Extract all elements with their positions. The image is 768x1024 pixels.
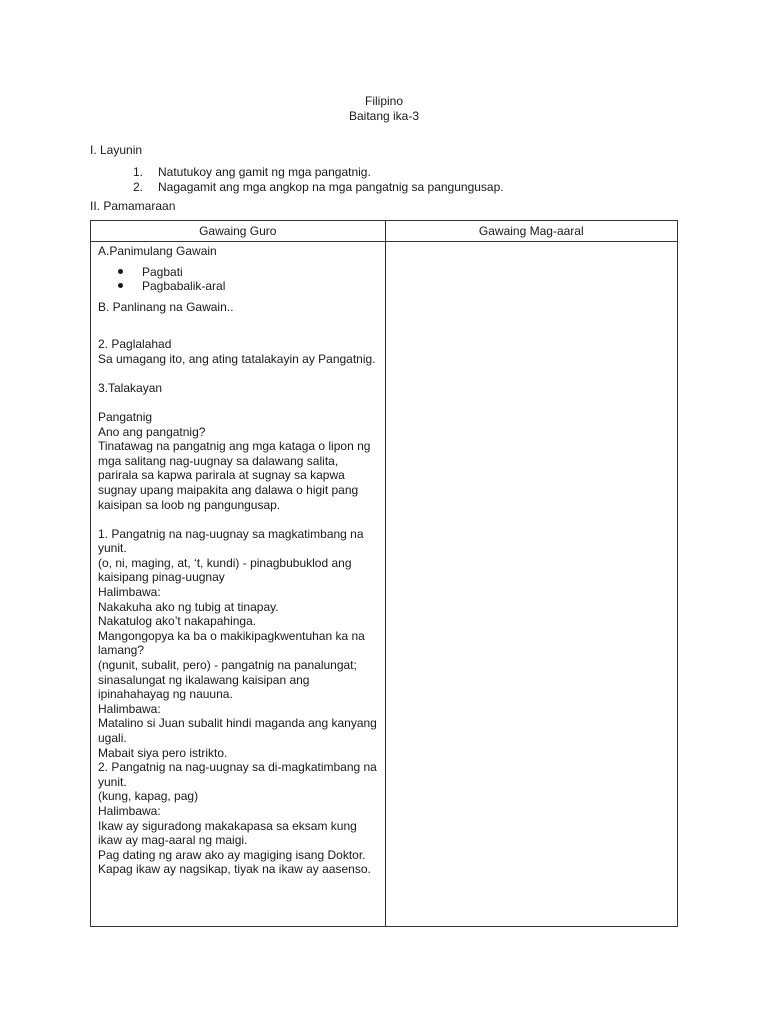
gawaing-mag-aaral-cell [385,242,677,927]
type1-description: (o, ni, maging, at, ‘t, kundi) - pinagbubuklod ang kaisipang pinag-uugnay [98,555,352,585]
example-sentence: Mangongopya ka ba o makikipagkwentuhan ka na lamang? [98,628,365,658]
bullet-item [98,279,379,294]
panimulang-gawain-heading: A.Panimulang Gawain [98,244,217,258]
bullet-icon [118,283,123,288]
header-gawaing-mag-aaral: Gawaing Mag-aaral [385,221,677,242]
objective-number: 2. [133,179,144,194]
layunin-heading: I. Layunin [90,143,143,157]
table-row [91,242,678,927]
panlinang-heading: B. Panlinang na Gawain.. [98,299,234,314]
halimbawa-label: Halimbawa: [98,701,161,716]
type2-heading: 2. Pangatnig na nag-uugnay sa di-magkatimbang na yunit. [98,760,377,789]
objective-item [133,165,504,180]
paglalahad-text: Sa umagang ito, ang ating tatalakayin ay Pangatnig. [98,351,376,366]
panimula-bullet-list [98,265,379,294]
objectives-list [133,165,504,194]
example-sentence: Matalino si Juan subalit hindi maganda ang kanyang ugali. [98,716,377,745]
pangatnig-question: Ano ang pangatnig? [98,424,206,439]
table-header-row [91,221,678,242]
example-sentence: Mabait siya pero istrikto. [98,745,228,760]
header-gawaing-guro: Gawaing Guro [91,221,386,242]
panalungat-description: (ngunit, subalit, pero) - pangatnig na panalungat; sinasalungat ng ikalawang kaisipan ang ipinahahayag ng nauuna. [98,658,357,702]
pangatnig-term: Pangatnig [98,409,153,424]
procedure-table [90,220,678,927]
subject-title: Filipino [364,94,403,108]
bullet-item [98,265,379,280]
example-sentence: Ikaw ay siguradong makakapasa sa eksam kung ikaw ay mag-aaral ng maigi. [98,818,357,848]
objective-item [133,180,504,195]
objective-number: 1. [133,165,144,179]
objective-text: Nagagamit ang mga angkop na mga pangatnig sa pangungusap. [158,179,504,194]
bullet-icon [118,269,123,274]
example-sentence: Nakatulog ako’t nakapahinga. [98,614,257,629]
halimbawa-label: Halimbawa: [98,803,161,818]
objective-text: Natutukoy ang gamit ng mga pangatnig. [158,165,371,179]
example-sentence: Kapag ikaw ay nagsikap, tiyak na ikaw ay aasenso. [98,862,371,877]
bullet-text: Pagbati [142,264,183,279]
type2-description: (kung, kapag, pag) [98,789,199,804]
talakayan-heading: 3.Talakayan [98,380,163,395]
document-title [0,94,768,124]
bullet-text: Pagbabalik-aral [142,279,226,294]
paglalahad-heading: 2. Paglalahad [98,336,172,351]
example-sentence: Pag dating ng araw ako ay magiging isang Doktor. [98,847,366,862]
example-sentence: Nakakuha ako ng tubig at tinapay. [98,599,279,614]
gawaing-guro-cell [91,242,386,927]
halimbawa-label: Halimbawa: [98,585,161,600]
grade-title: Baitang ika-3 [348,109,420,123]
pamamaraan-heading: II. Pamamaraan [90,199,176,213]
pangatnig-definition: Tinatawag na pangatnig ang mga kataga o lipon ng mga salitang nag-uugnay sa dalawang salita, parirala sa kapwa parirala at sugnay sa kapwa sugnay upang maipakita ang dalawa o higit pang kaisipan sa loob ng pangungusap. [98,439,371,512]
type1-heading: 1. Pangatnig na nag-uugnay sa magkatimbang na yunit. [98,526,364,556]
